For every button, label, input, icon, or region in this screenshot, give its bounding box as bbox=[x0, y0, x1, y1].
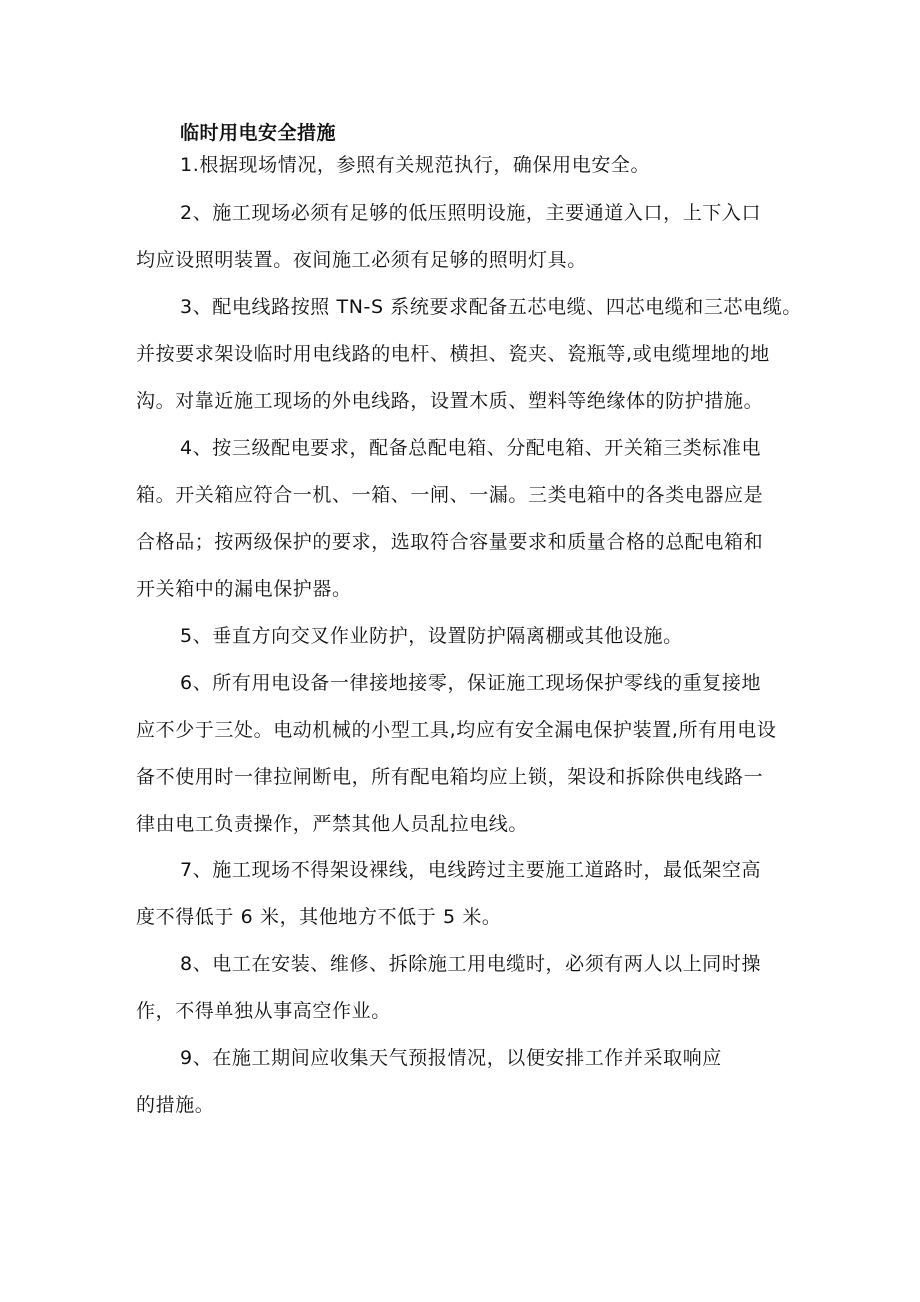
paragraph-line: 并按要求架设临时用电线路的电杆、横担、瓷夹、瓷瓶等,或电缆埋地的地 bbox=[136, 343, 770, 365]
paragraph-line: 度不得低于 6 米，其他地方不低于 5 米。 bbox=[136, 906, 502, 928]
paragraph-line: 箱。开关箱应符合一机、一箱、一闸、一漏。三类电箱中的各类电器应是 bbox=[136, 484, 764, 506]
paragraph-6 bbox=[136, 660, 786, 848]
paragraph-line: 6、所有用电设备一律接地接零，保证施工现场保护零线的重复接地 bbox=[180, 672, 762, 694]
paragraph-line: 1.根据现场情况，参照有关规范执行，确保用电安全。 bbox=[180, 154, 651, 176]
paragraph-7 bbox=[136, 847, 786, 941]
paragraph-line: 5、垂直方向交叉作业防护，设置防护隔离棚或其他设施。 bbox=[180, 625, 683, 647]
paragraph-8 bbox=[136, 941, 786, 1035]
paragraph-line: 开关箱中的漏电保护器。 bbox=[136, 578, 352, 600]
paragraph-line: 8、电工在安装、维修、拆除施工用电缆时，必须有两人以上同时操 bbox=[180, 953, 762, 975]
paragraph-9 bbox=[136, 1035, 786, 1129]
paragraph-line: 2、施工现场必须有足够的低压照明设施，主要通道入口，上下入口 bbox=[180, 202, 762, 224]
paragraph-line: 4、按三级配电要求，配备总配电箱、分配电箱、开关箱三类标准电 bbox=[180, 437, 762, 459]
paragraph-line: 均应设照明装置。夜间施工必须有足够的照明灯具。 bbox=[136, 249, 587, 271]
paragraph-line: 3、配电线路按照 TN-S 系统要求配备五芯电缆、四芯电缆和三芯电缆。 bbox=[180, 296, 802, 318]
paragraph-line: 作，不得单独从事高空作业。 bbox=[136, 1000, 391, 1022]
paragraph-line: 沟。对靠近施工现场的外电线路，设置木质、塑料等绝缘体的防护措施。 bbox=[136, 390, 764, 412]
paragraph-2 bbox=[136, 190, 786, 284]
paragraph-line: 7、施工现场不得架设裸线，电线跨过主要施工道路时，最低架空高 bbox=[180, 859, 762, 881]
paragraph-line: 9、在施工期间应收集天气预报情况，以便安排工作并采取响应 bbox=[180, 1047, 722, 1069]
paragraph-line: 合格品；按两级保护的要求，选取符合容量要求和质量合格的总配电箱和 bbox=[136, 531, 764, 553]
paragraph-4 bbox=[136, 425, 786, 613]
paragraph-line: 备不使用时一律拉闸断电，所有配电箱均应上锁，架设和拆除供电线路一 bbox=[136, 766, 764, 788]
paragraph-line: 应不少于三处。电动机械的小型工具,均应有安全漏电保护装置,所有用电设 bbox=[136, 719, 777, 741]
paragraph-3 bbox=[136, 284, 802, 425]
paragraph-line: 的措施。 bbox=[136, 1094, 215, 1116]
paragraph-1 bbox=[136, 142, 786, 189]
document-title: 临时用电安全措施 bbox=[180, 122, 337, 144]
paragraph-line: 律由电工负责操作，严禁其他人员乱拉电线。 bbox=[136, 813, 529, 835]
paragraph-5 bbox=[136, 613, 786, 660]
